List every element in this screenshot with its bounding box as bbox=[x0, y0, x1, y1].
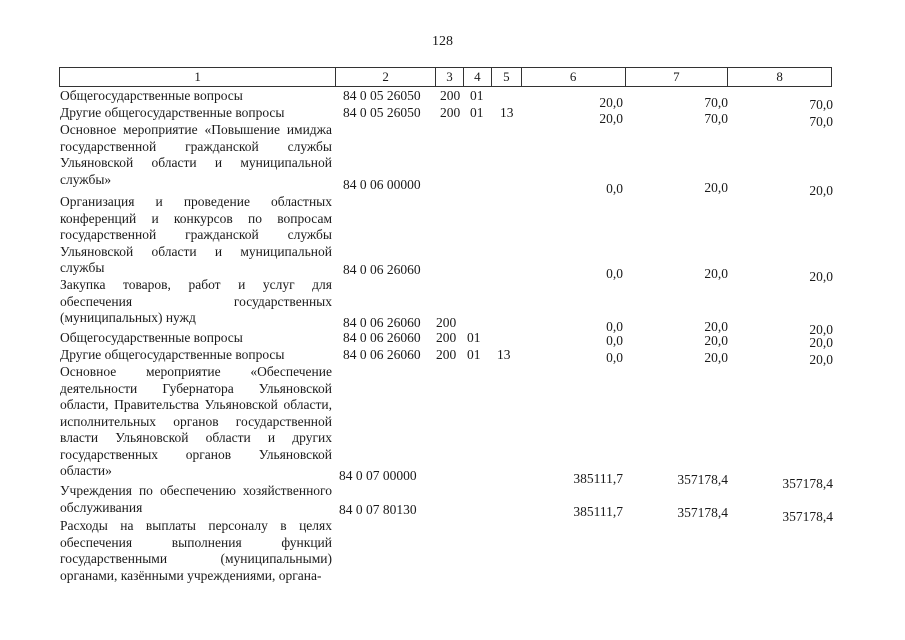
row-rz: 01 bbox=[470, 88, 484, 103]
header-col-5: 5 bbox=[492, 68, 522, 86]
row-value-8: 20,0 bbox=[809, 322, 833, 337]
header-col-2: 2 bbox=[336, 68, 436, 86]
row-value-6: 20,0 bbox=[599, 111, 623, 126]
row-vr: 200 bbox=[436, 330, 457, 345]
row-value-8: 70,0 bbox=[809, 114, 833, 129]
row-value-7: 20,0 bbox=[704, 319, 728, 334]
row-value-7: 20,0 bbox=[704, 333, 728, 348]
header-col-4: 4 bbox=[464, 68, 492, 86]
row-code: 84 0 05 26050 bbox=[343, 88, 421, 103]
row-value-8: 20,0 bbox=[809, 269, 833, 284]
row-value-7: 357178,4 bbox=[677, 472, 728, 487]
row-pr: 13 bbox=[497, 347, 511, 362]
row-name: Организация и проведение областных конференций и конкурсов по вопросам государственной гражданской службы Ульяновской области и муниципальной службы bbox=[60, 194, 332, 275]
header-col-8: 8 bbox=[776, 69, 783, 84]
row-name: Общегосударственные вопросы bbox=[60, 88, 243, 103]
row-code: 84 0 06 26060 bbox=[343, 315, 421, 330]
row-value-7: 70,0 bbox=[704, 95, 728, 110]
header-col-1: 1 bbox=[60, 68, 336, 86]
page-number: 128 bbox=[432, 34, 453, 49]
header-col-7: 7 bbox=[626, 68, 729, 86]
row-code: 84 0 06 26060 bbox=[343, 262, 421, 277]
row-vr: 200 bbox=[436, 347, 457, 362]
row-code: 84 0 07 80130 bbox=[339, 502, 417, 517]
row-vr: 200 bbox=[440, 105, 461, 120]
row-name: Другие общегосударственные вопросы bbox=[60, 347, 285, 362]
row-value-7: 20,0 bbox=[704, 266, 728, 281]
row-rz: 01 bbox=[467, 347, 481, 362]
row-name: Основное мероприятие «Повышение имиджа государственной гражданской службы Ульяновской области и муниципальной службы» bbox=[60, 122, 332, 187]
row-value-7: 20,0 bbox=[704, 180, 728, 195]
row-value-8: 20,0 bbox=[809, 335, 833, 350]
row-value-8: 357178,4 bbox=[782, 476, 833, 491]
row-name: Основное мероприятие «Обеспечение деятельности Губернатора Ульяновской области, Правительства Ульяновской области, исполнительных органов государственной власти Ульяновской области и других государственных органов Ульяновской области» bbox=[60, 364, 332, 478]
row-pr: 13 bbox=[500, 105, 514, 120]
header-col-3: 3 bbox=[436, 68, 464, 86]
row-code: 84 0 05 26050 bbox=[343, 105, 421, 120]
row-name: Закупка товаров, работ и услуг для обеспечения государственных (муниципальных) нужд bbox=[60, 277, 332, 325]
row-code: 84 0 06 00000 bbox=[343, 177, 421, 192]
row-value-6: 0,0 bbox=[606, 333, 623, 348]
row-value-8: 70,0 bbox=[809, 97, 833, 112]
row-vr: 200 bbox=[436, 315, 457, 330]
row-value-6: 0,0 bbox=[606, 350, 623, 365]
row-value-8: 357178,4 bbox=[782, 509, 833, 524]
row-value-6: 0,0 bbox=[606, 266, 623, 281]
row-value-8: 20,0 bbox=[809, 183, 833, 198]
row-value-6: 0,0 bbox=[606, 319, 623, 334]
row-value-7: 20,0 bbox=[704, 350, 728, 365]
row-rz: 01 bbox=[467, 330, 481, 345]
row-value-7: 70,0 bbox=[704, 111, 728, 126]
row-value-6: 20,0 bbox=[599, 95, 623, 110]
row-name: Учреждения по обеспечению хозяйственного обслуживания bbox=[60, 483, 332, 515]
row-value-6: 385111,7 bbox=[573, 504, 623, 519]
row-code: 84 0 07 00000 bbox=[339, 468, 417, 483]
row-code: 84 0 06 26060 bbox=[343, 347, 421, 362]
row-value-8: 20,0 bbox=[809, 352, 833, 367]
header-col-6: 6 bbox=[522, 68, 626, 86]
row-value-7: 357178,4 bbox=[677, 505, 728, 520]
row-value-6: 0,0 bbox=[606, 181, 623, 196]
row-code: 84 0 06 26060 bbox=[343, 330, 421, 345]
table-header bbox=[59, 67, 832, 87]
row-value-6: 385111,7 bbox=[573, 471, 623, 486]
row-vr: 200 bbox=[440, 88, 461, 103]
row-name: Другие общегосударственные вопросы bbox=[60, 105, 285, 120]
row-name: Общегосударственные вопросы bbox=[60, 330, 243, 345]
row-name: Расходы на выплаты персоналу в целях обеспечения выполнения функций государственными (муниципальными) органами, казёнными учреждениями, органа- bbox=[60, 518, 332, 583]
row-rz: 01 bbox=[470, 105, 484, 120]
